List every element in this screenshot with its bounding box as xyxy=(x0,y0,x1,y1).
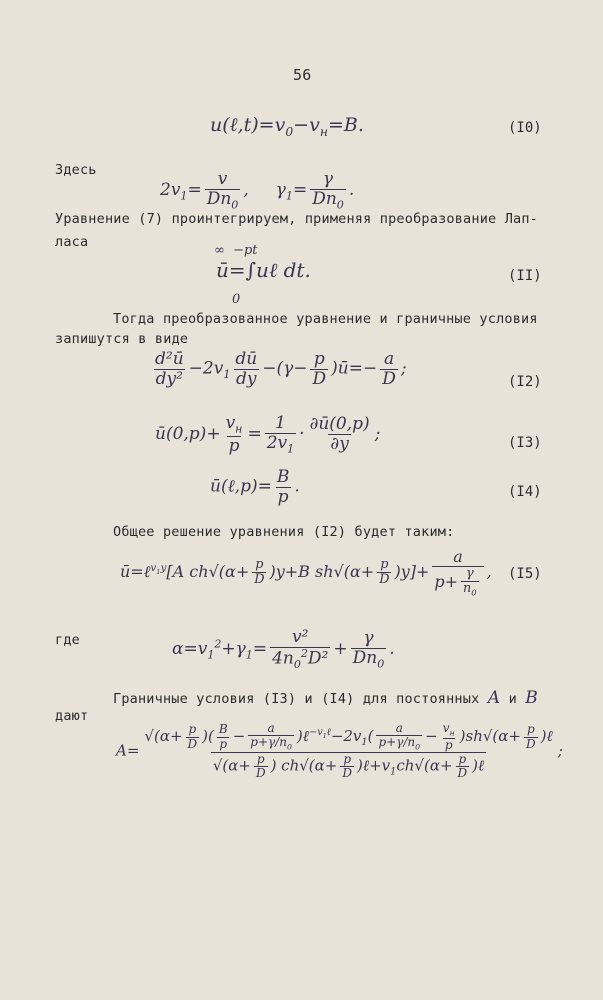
equation-15: ū=ℓ$^{v_1y}$[A ch√(α+ $\frac{p}{D}$ )y+B sh√(α+ $\frac{p}{D}$ )y]+ a p+ $\frac{\gamma}{n_0}$ , xyxy=(120,547,492,598)
text-where: где xyxy=(55,632,80,648)
equation-14: ū(ℓ,p)= $\frac{B}{p}$ . xyxy=(210,467,300,507)
equation-a: A= √(α+ $\frac{p}{D}$ )( $\frac{B}{p}$ − $\frac{a}{p+\gamma/n_0}$ )$\ell^{-v_1\ell}-2v_1$( $\frac{a}{p+\gamma/n_0}$ − $\frac{v_н}{p}$ )sh√(α+ $\frac{p}{D}$ )ℓ √(α+ $\frac{p}{D}$ ) ch√(α+ $\frac{p}{D}$ )$\ell+v_1ch√(\alpha+$ $\frac{p}{D}$ )ℓ ; xyxy=(116,721,563,781)
equation-10: $u(\ell,t)=v_0-v_н=B$. xyxy=(210,114,364,139)
text-boundary-line-2: дают xyxy=(55,708,89,724)
integral-upper-limit: ∞ −pt xyxy=(214,243,258,258)
symbol-a: A xyxy=(487,688,501,708)
equation-13: ū(0,p)+ $\frac{v_н}{p}$ = $\frac{1}{2v_1}$ · $\frac{\partial ū(0,p)}{\partial y}$ ; xyxy=(155,413,381,456)
text-here: Здесь xyxy=(55,162,97,178)
equation-number-12: (I2) xyxy=(508,374,542,390)
text-general-solution: Общее решение уравнения (I2) будет таким: xyxy=(113,524,455,540)
text-then-line-1: Тогда преобразованное уравнение и граничные условия xyxy=(113,311,538,327)
page-number: 56 xyxy=(293,66,312,84)
text-boundary-line-1: Граничные условия (I3) и (I4) для постоянных A и B xyxy=(113,688,538,708)
text-then-line-2: запишутся в виде xyxy=(55,331,189,347)
text-integrate-line-1: Уравнение (7) проинтегрируем, применяя преобразование Лап- xyxy=(55,211,539,227)
equation-11: ū=∫uℓ dt. xyxy=(216,258,311,282)
equation-number-15: (I5) xyxy=(508,566,542,582)
equation-number-14: (I4) xyxy=(508,484,542,500)
equation-number-10: (I0) xyxy=(508,120,542,136)
equation-12: $\frac{\text{d²ū}}{\text{dy²}}$ $-2v_1$ $\frac{dū}{dy}$ −(γ− $\frac{p}{D}$ )ū=− $\frac{a}{D}$ ; xyxy=(155,349,407,389)
equation-definitions: $2v_1=$ $\frac{v}{Dn_0}$ , $\gamma_1=$ $\frac{\gamma}{Dn_0}$ . xyxy=(160,169,355,212)
text-integrate-line-2: ласа xyxy=(55,234,89,250)
equation-alpha: $\alpha=v_1^2+\gamma_1=$ $\frac{\text{v²}}{4n_0^2D^2}$ + $\frac{\gamma}{Dn_0}$ . xyxy=(172,627,395,671)
equation-number-13: (I3) xyxy=(508,435,542,451)
integral-lower-limit: 0 xyxy=(232,292,241,307)
equation-number-11: (II) xyxy=(508,268,542,284)
symbol-b: B xyxy=(525,688,538,708)
